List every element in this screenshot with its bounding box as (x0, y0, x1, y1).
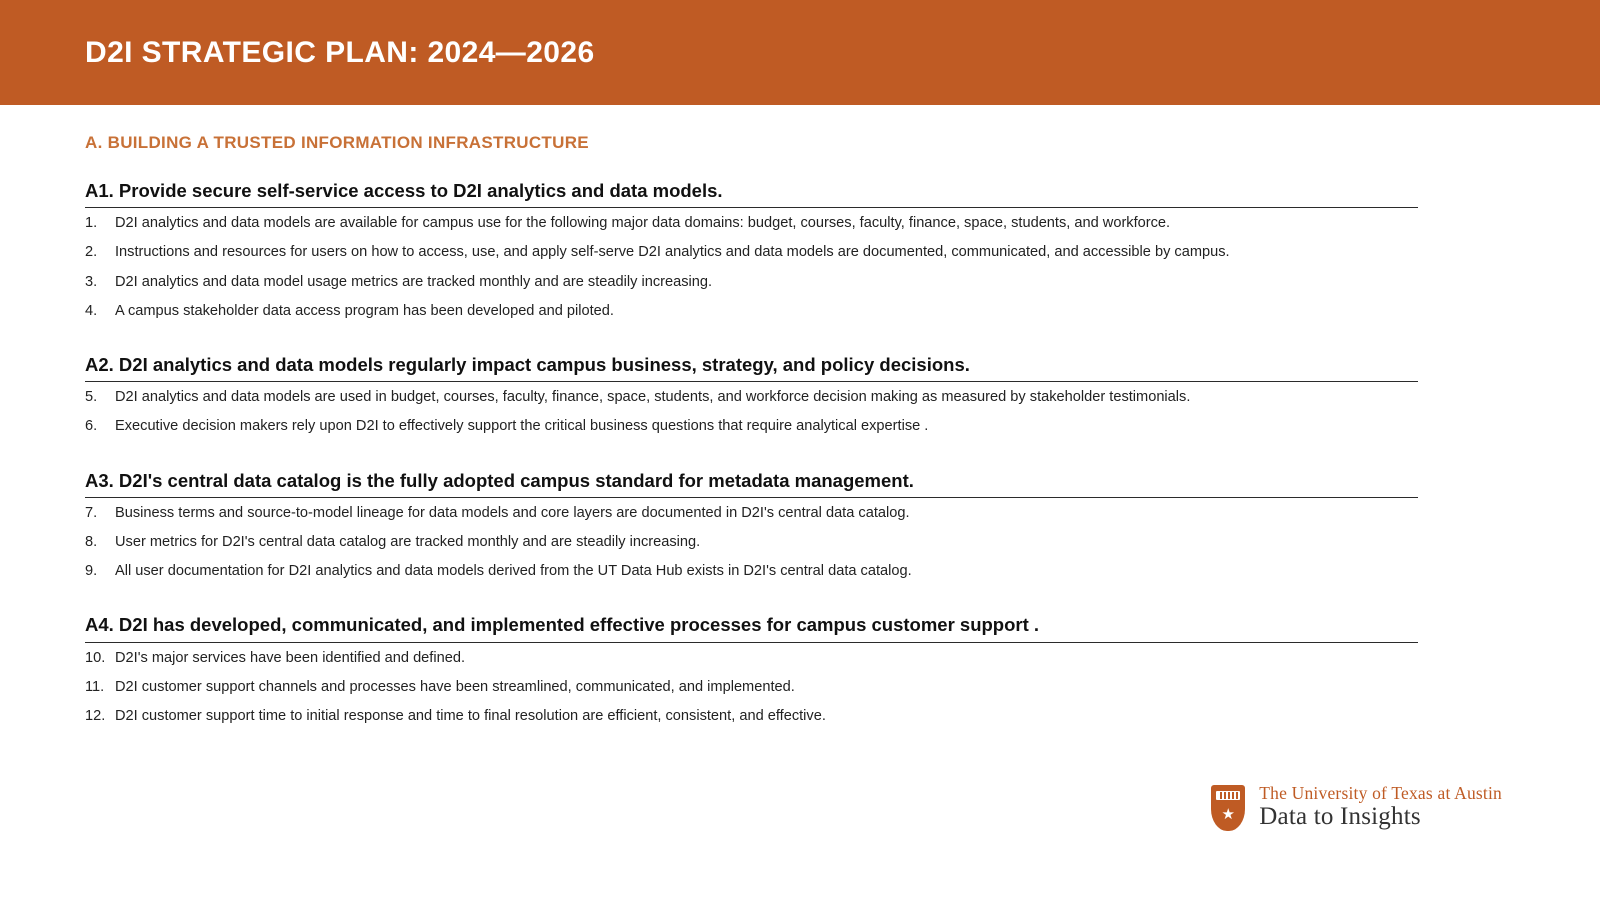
item-text: Instructions and resources for users on how to access, use, and apply self-serve D2I analytics and data models are documented, communicated, and accessible by campus. (115, 244, 1230, 261)
item-text: Business terms and source-to-model lineage for data models and core layers are documented in D2I's central data catalog. (115, 504, 910, 521)
list-item (85, 382, 1600, 411)
list-item (85, 411, 1600, 440)
list-item (85, 267, 1600, 296)
star-glyph: ★ (1221, 805, 1235, 823)
item-text: D2I analytics and data model usage metrics are tracked monthly and are steadily increasing. (115, 273, 713, 290)
goal-block (85, 613, 1600, 730)
goal-block (85, 179, 1600, 325)
item-text: D2I customer support time to initial response and time to final resolution are efficient, consistent, and effective. (115, 708, 826, 725)
goal-block (85, 353, 1600, 441)
list-item (85, 237, 1600, 266)
item-text: User metrics for D2I's central data catalog are tracked monthly and are steadily increasing. (115, 534, 701, 551)
item-number: 12. (85, 708, 106, 725)
item-number: 5. (85, 389, 98, 406)
item-number: 9. (85, 563, 98, 580)
goal-item-list (85, 382, 1600, 440)
goal-title: A2. D2I analytics and data models regularly impact campus business, strategy, and policy decisions. (85, 353, 1418, 382)
item-text: D2I's major services have been identified and defined. (115, 649, 466, 666)
unit-name: Data to Insights (1259, 803, 1421, 831)
list-item (85, 556, 1600, 585)
list-item (85, 498, 1600, 527)
goal-block (85, 469, 1600, 586)
goal-item-list (85, 643, 1600, 731)
item-number: 2. (85, 244, 98, 261)
goal-item-list (85, 498, 1600, 586)
header-banner (0, 0, 1600, 105)
list-item (85, 296, 1600, 325)
logo-wordmark (1259, 783, 1502, 832)
goal-title: A4. D2I has developed, communicated, and implemented effective processes for campus customer support . (85, 613, 1418, 642)
list-item (85, 527, 1600, 556)
item-text: D2I analytics and data models are used in budget, courses, faculty, finance, space, students, and workforce decision making as measured by stakeholder testimonials. (115, 389, 1191, 406)
item-number: 11. (85, 678, 105, 695)
item-number: 1. (85, 215, 98, 232)
spacer (85, 451, 1600, 469)
item-text: Executive decision makers rely upon D2I to effectively support the critical business questions that require analytical expertise . (115, 418, 929, 435)
item-text: A campus stakeholder data access program has been developed and piloted. (115, 302, 614, 319)
item-number: 3. (85, 273, 98, 290)
goal-item-list (85, 208, 1600, 325)
item-number: 10. (85, 649, 106, 666)
item-number: 6. (85, 418, 98, 435)
item-number: 7. (85, 504, 98, 521)
spacer (85, 595, 1600, 613)
footer-logo (1211, 783, 1502, 832)
item-text: D2I customer support channels and processes have been streamlined, communicated, and implemented. (115, 678, 795, 695)
section-heading: A. BUILDING A TRUSTED INFORMATION INFRASTRUCTURE (85, 133, 589, 152)
ut-shield-icon (1211, 785, 1245, 831)
goal-title: A3. D2I's central data catalog is the fully adopted campus standard for metadata management. (85, 469, 1418, 498)
list-item (85, 672, 1600, 701)
university-name: The University of Texas at Austin (1259, 783, 1502, 804)
list-item (85, 643, 1600, 672)
shield-band (1216, 791, 1240, 800)
list-item (85, 701, 1600, 730)
item-number: 4. (85, 302, 98, 319)
goal-title: A1. Provide secure self-service access to D2I analytics and data models. (85, 179, 1418, 208)
list-item (85, 208, 1600, 237)
item-text: D2I analytics and data models are available for campus use for the following major data domains: budget, courses, faculty, finance, space, students, and workforce. (115, 215, 1171, 232)
document-content (0, 105, 1600, 730)
page-title: D2I STRATEGIC PLAN: 2024—2026 (85, 36, 595, 69)
item-text: All user documentation for D2I analytics and data models derived from the UT Data Hub exists in D2I's central data catalog. (115, 563, 912, 580)
spacer (85, 335, 1600, 353)
item-number: 8. (85, 534, 98, 551)
